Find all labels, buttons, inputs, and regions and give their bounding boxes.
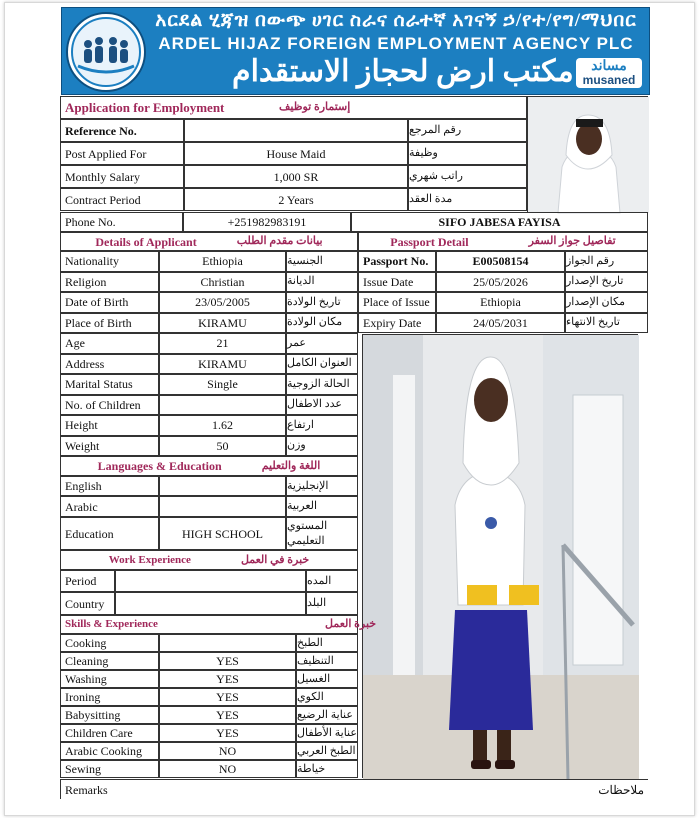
applicant-label-ar-4: عمر: [286, 333, 358, 354]
skills-label-ar-2: الغسيل: [296, 670, 358, 688]
applicant-value-1: Christian: [159, 272, 286, 293]
languages-label-0: English: [60, 476, 159, 496]
applicant-value-8: 1.62: [159, 415, 286, 436]
skills-label-0: Cooking: [60, 634, 159, 652]
applicant-value-0: Ethiopia: [159, 251, 286, 272]
application-title: Application for Employment: [65, 100, 225, 115]
applicant-value-4: 21: [159, 333, 286, 354]
musaned-logo: مساند musaned: [576, 58, 642, 88]
skills-label-ar-0: الطبخ: [296, 634, 358, 652]
skills-label-7: Sewing: [60, 760, 159, 778]
passport-header: [358, 232, 648, 251]
skills-value-6: NO: [159, 742, 296, 760]
work-value-1: [115, 592, 306, 615]
banner-arabic: مكتب ارض لحجاز الاستقدام: [232, 55, 574, 88]
passport-label-ar-3: تاريخ الانتهاء: [565, 313, 648, 334]
applicant-label-0: Nationality: [60, 251, 159, 272]
skills-value-5: YES: [159, 724, 296, 742]
passport-title-ar: تفاصيل جواز السفر: [528, 235, 616, 247]
applicant-label-ar-5: العنوان الكامل: [286, 354, 358, 375]
skills-title: Skills & Experience: [65, 618, 158, 630]
languages-header: [60, 456, 358, 476]
skills-header: [60, 615, 377, 634]
languages-value-2: HIGH SCHOOL: [159, 517, 286, 550]
languages-label-ar-0: الإنجليزية: [286, 476, 358, 496]
work-label-0: Period: [60, 570, 115, 592]
applicant-photo-full: [362, 334, 638, 778]
applicant-value-7: [159, 395, 286, 416]
applicant-label-ar-8: ارتفاع: [286, 415, 358, 436]
work-title: Work Experience: [108, 553, 191, 566]
skills-label-4: Babysitting: [60, 706, 159, 724]
work-label-ar-1: البلد: [306, 592, 358, 615]
languages-label-ar-line1-2: المستوي: [287, 520, 328, 533]
applicant-label-5: Address: [60, 354, 159, 375]
phone-value: +251982983191: [183, 212, 351, 232]
languages-value-0: [159, 476, 286, 496]
applicant-name: SIFO JABESA FAYISA: [351, 212, 648, 232]
agency-banner: [61, 7, 650, 95]
skills-value-0: [159, 634, 296, 652]
applicant-title: Details of Applicant: [95, 234, 197, 249]
application-value-1: House Maid: [184, 142, 408, 165]
application-label-0: Reference No.: [60, 119, 184, 142]
remarks-label-ar: ملاحظات: [598, 782, 644, 797]
application-header: [60, 96, 527, 119]
applicant-label-ar-1: الديانة: [286, 272, 358, 293]
applicant-label-3: Place of Birth: [60, 313, 159, 334]
application-value-3: 2 Years: [184, 188, 408, 211]
passport-label-ar-0: رقم الجواز: [565, 251, 648, 272]
skills-label-3: Ironing: [60, 688, 159, 706]
passport-value-3: 24/05/2031: [436, 313, 565, 334]
work-title-ar: خبرة في العمل: [240, 553, 310, 566]
application-label-ar-0: رقم المرجع: [408, 119, 527, 142]
application-label-3: Contract Period: [60, 188, 184, 211]
applicant-label-4: Age: [60, 333, 159, 354]
skills-label-ar-6: الطبخ العربي: [296, 742, 358, 760]
application-label-1: Post Applied For: [60, 142, 184, 165]
application-value-0: [184, 119, 408, 142]
remarks-label: Remarks: [65, 782, 108, 797]
phone-label: Phone No.: [60, 212, 183, 232]
work-header: [60, 550, 358, 570]
passport-label-ar-2: مكان الإصدار: [565, 292, 648, 313]
work-label-1: Country: [60, 592, 115, 615]
passport-label-1: Issue Date: [358, 272, 436, 293]
skills-label-ar-1: التنظيف: [296, 652, 358, 670]
application-label-2: Monthly Salary: [60, 165, 184, 188]
applicant-label-ar-0: الجنسية: [286, 251, 358, 272]
applicant-value-5: KIRAMU: [159, 354, 286, 375]
applicant-label-6: Marital Status: [60, 374, 159, 395]
applicant-label-1: Religion: [60, 272, 159, 293]
skills-label-2: Washing: [60, 670, 159, 688]
languages-label-1: Arabic: [60, 496, 159, 517]
applicant-label-ar-7: عدد الاطفال: [286, 395, 358, 416]
application-value-2: 1,000 SR: [184, 165, 408, 188]
applicant-value-9: 50: [159, 436, 286, 457]
skills-value-1: YES: [159, 652, 296, 670]
banner-english: ARDEL HIJAZ FOREIGN EMPLOYMENT AGENCY PLC: [158, 34, 634, 53]
applicant-label-9: Weight: [60, 436, 159, 457]
applicant-label-2: Date of Birth: [60, 292, 159, 313]
skills-title-ar: خبرة العمل: [325, 618, 377, 630]
remarks-row: [60, 779, 648, 799]
skills-label-1: Cleaning: [60, 652, 159, 670]
banner-amharic: አርደል ሂጃዝ በውጭ ሀገር ስራና ሰራተኛ አገናኝ ኃ/የተ/የግ/ማህበር: [155, 10, 637, 31]
languages-label-ar-1: العربية: [286, 496, 358, 517]
agency-logo: [66, 12, 146, 92]
languages-label-ar-line2-2: التعليمي: [287, 534, 325, 547]
languages-label-ar-2: [286, 517, 358, 550]
languages-label-2: Education: [60, 517, 159, 550]
skills-label-5: Children Care: [60, 724, 159, 742]
languages-title: Languages & Education: [97, 459, 222, 473]
work-value-0: [115, 570, 306, 592]
applicant-title-ar: بيانات مقدم الطلب: [236, 235, 323, 247]
passport-value-2: Ethiopia: [436, 292, 565, 313]
applicant-label-ar-9: وزن: [286, 436, 358, 457]
passport-value-0: E00508154: [436, 251, 565, 272]
skills-value-4: YES: [159, 706, 296, 724]
application-label-ar-1: وظيفة: [408, 142, 527, 165]
applicant-photo-portrait: [527, 96, 648, 212]
passport-label-ar-1: تاريخ الإصدار: [565, 272, 648, 293]
passport-label-2: Place of Issue: [358, 292, 436, 313]
applicant-value-3: KIRAMU: [159, 313, 286, 334]
skills-label-ar-5: عناية الأطفال: [296, 724, 358, 742]
skills-value-2: YES: [159, 670, 296, 688]
skills-label-ar-7: خياطة: [296, 760, 358, 778]
applicant-label-ar-6: الحالة الزوجية: [286, 374, 358, 395]
passport-value-1: 25/05/2026: [436, 272, 565, 293]
skills-label-ar-3: الكوي: [296, 688, 358, 706]
applicant-value-6: Single: [159, 374, 286, 395]
skills-label-ar-4: عناية الرضيع: [296, 706, 358, 724]
passport-title: Passport Detail: [390, 234, 469, 249]
skills-label-6: Arabic Cooking: [60, 742, 159, 760]
applicant-label-7: No. of Children: [60, 395, 159, 416]
passport-label-3: Expiry Date: [358, 313, 436, 334]
passport-label-0: Passport No.: [358, 251, 436, 272]
languages-value-1: [159, 496, 286, 517]
skills-value-7: NO: [159, 760, 296, 778]
application-title-ar: إستمارة توظيف: [279, 101, 351, 113]
applicant-label-ar-3: مكان الولادة: [286, 313, 358, 334]
skills-value-3: YES: [159, 688, 296, 706]
languages-title-ar: اللغة والتعليم: [261, 459, 321, 472]
work-label-ar-0: المده: [306, 570, 358, 592]
applicant-header: [60, 232, 358, 251]
application-label-ar-2: راتب شهري: [408, 165, 527, 188]
application-label-ar-3: مدة العقد: [408, 188, 527, 211]
applicant-label-ar-2: تاريخ الولادة: [286, 292, 358, 313]
applicant-value-2: 23/05/2005: [159, 292, 286, 313]
applicant-label-8: Height: [60, 415, 159, 436]
